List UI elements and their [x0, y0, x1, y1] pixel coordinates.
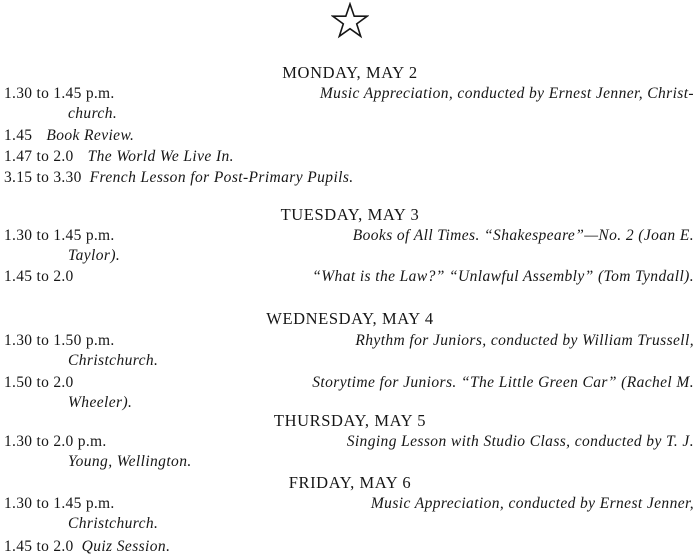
schedule-entry — [4, 494, 694, 534]
entry-description: Music Appreciation, conducted by Ernest Jenner, — [370, 495, 694, 512]
entry-description: Music Appreciation, conducted by Ernest Jenner, Christ- — [319, 85, 694, 102]
schedule-entry — [4, 147, 694, 167]
entry-description: The World We Live In. — [87, 148, 234, 165]
schedule-entry — [4, 537, 694, 557]
entry-time: 1.30 to 1.45 p.m. — [4, 495, 115, 512]
entry-time: 1.47 to 2.0 — [4, 148, 74, 165]
schedule-entry — [4, 84, 694, 124]
entry-time: 1.45 — [4, 127, 33, 144]
schedule-entry — [4, 373, 694, 413]
day-heading-friday: FRIDAY, MAY 6 — [288, 473, 412, 492]
entry-time: 1.30 to 2.0 p.m. — [4, 433, 107, 450]
schedule-entry — [4, 432, 694, 472]
entry-description: Books of All Times. “Shakespeare”—No. 2 (Joan E. — [352, 227, 694, 244]
entry-time: 1.45 to 2.0 — [4, 538, 74, 555]
day-heading-thursday: THURSDAY, MAY 5 — [273, 411, 427, 430]
entry-description-continued: Christchurch. — [68, 352, 159, 369]
star-icon — [331, 2, 369, 40]
entry-description: Singing Lesson with Studio Class, conducted by T. J. — [346, 433, 694, 450]
entry-description: Rhythm for Juniors, conducted by William Trussell, — [355, 332, 694, 349]
entry-time: 1.30 to 1.45 p.m. — [4, 227, 115, 244]
entry-description: French Lesson for Post-Primary Pupils. — [89, 169, 354, 186]
entry-description: Quiz Session. — [81, 538, 171, 555]
day-heading-wednesday: WEDNESDAY, MAY 4 — [266, 309, 434, 328]
day-heading-tuesday: TUESDAY, MAY 3 — [280, 205, 420, 224]
entry-description-continued: Wheeler). — [68, 394, 133, 411]
schedule-entry — [4, 267, 694, 287]
entry-time: 3.15 to 3.30 — [4, 169, 82, 186]
schedule-entry — [4, 126, 694, 146]
entry-description: Book Review. — [46, 127, 135, 144]
day-heading-monday: MONDAY, MAY 2 — [282, 63, 418, 82]
entry-time: 1.30 to 1.45 p.m. — [4, 85, 115, 102]
schedule-entry — [4, 168, 694, 188]
schedule-entry — [4, 226, 694, 266]
entry-description-continued: Taylor). — [68, 247, 121, 264]
entry-time: 1.30 to 1.50 p.m. — [4, 332, 115, 349]
entry-description: Storytime for Juniors. “The Little Green Car” (Rachel M. — [312, 374, 694, 391]
entry-time: 1.50 to 2.0 — [4, 374, 74, 391]
entry-description: “What is the Law?” “Unlawful Assembly” (Tom Tyndall). — [312, 268, 694, 285]
entry-time: 1.45 to 2.0 — [4, 268, 74, 285]
schedule-entry — [4, 331, 694, 371]
entry-description-continued: Christchurch. — [68, 515, 159, 532]
entry-description-continued: church. — [68, 105, 118, 122]
entry-description-continued: Young, Wellington. — [68, 453, 192, 470]
